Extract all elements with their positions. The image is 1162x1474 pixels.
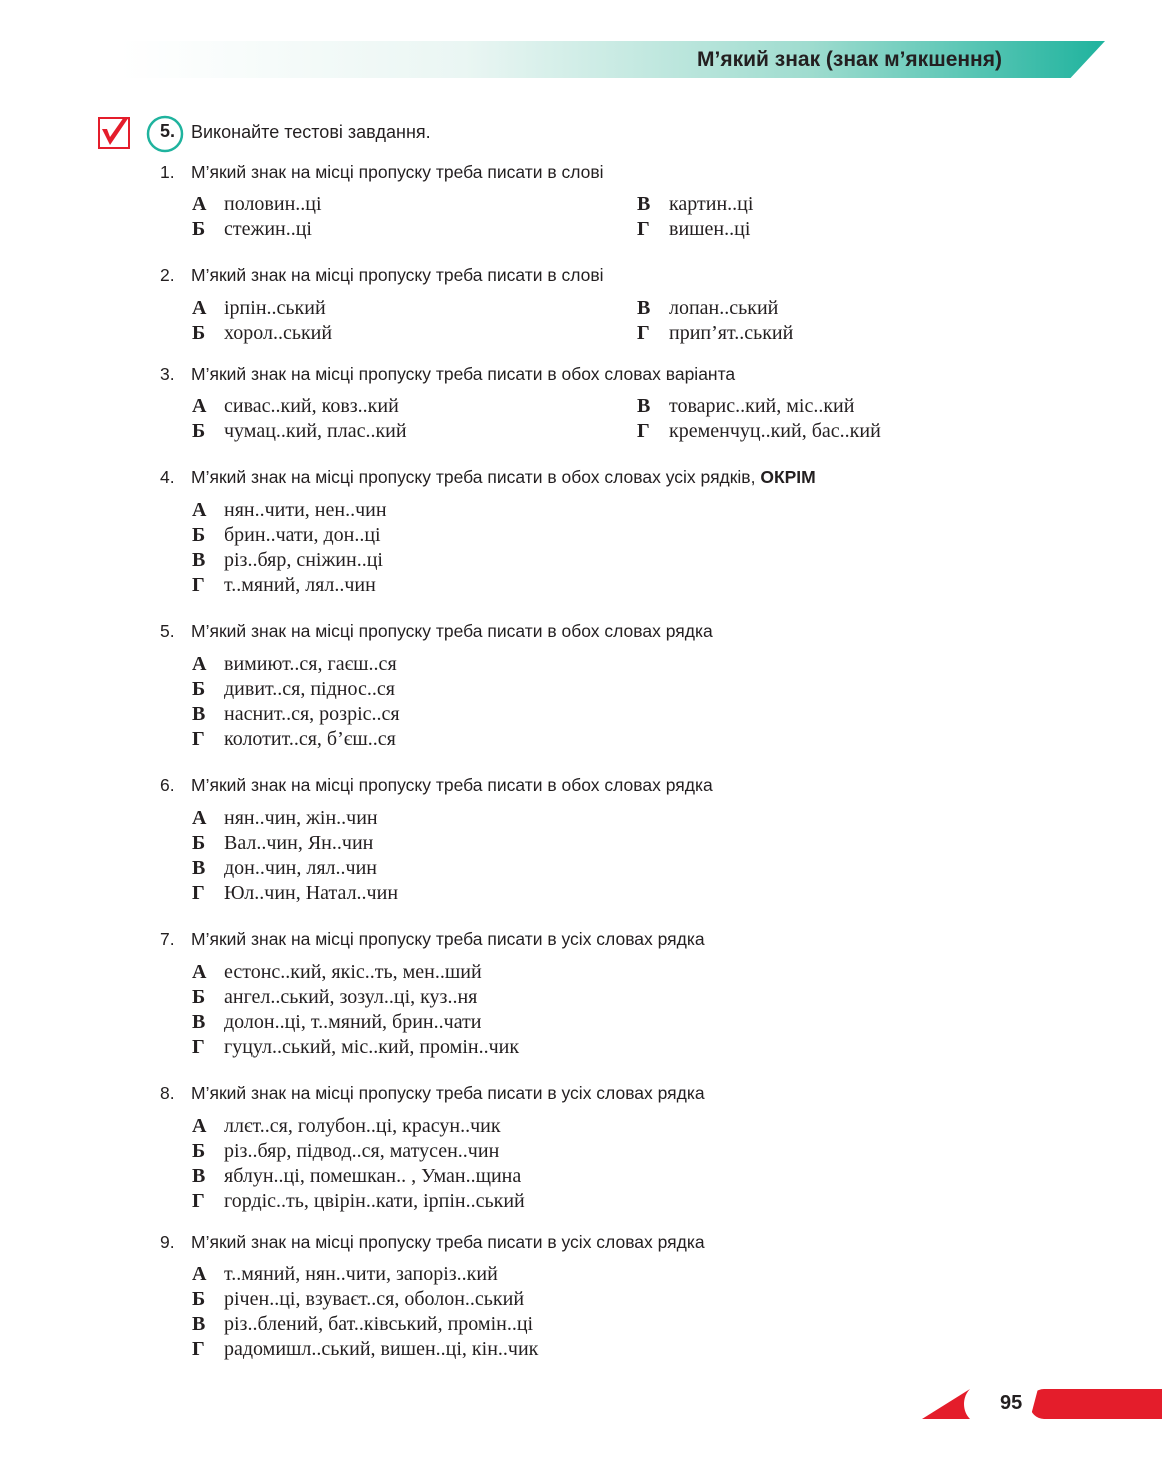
option-c: В товарис..кий, міс..кий [637, 395, 855, 417]
page-title: М’який знак (знак м’якшення) [697, 48, 1002, 71]
checkmark-icon [98, 117, 130, 149]
option-b: Б стежин..ці [192, 218, 312, 240]
option-b: Б ангел..ський, зозул..ці, куз..ня [192, 986, 478, 1008]
option-c: В різ..блений, бат..ківський, промін..ці [192, 1313, 534, 1335]
question-title: 7. М’який знак на місці пропуску треба писати в усіх словах рядка [160, 929, 705, 949]
question-title: 1. М’який знак на місці пропуску треба писати в слові [160, 162, 604, 182]
option-a: А т..мяний, нян..чити, запоріз..кий [192, 1263, 498, 1285]
question-title: 6. М’який знак на місці пропуску треба писати в обох словах рядка [160, 775, 713, 795]
option-a: А сивас..кий, ковз..кий [192, 395, 399, 417]
question-title: 4. М’який знак на місці пропуску треба писати в обох словах усіх рядків, ОКРІМ [160, 467, 816, 487]
option-d: Г кременчуц..кий, бас..кий [637, 420, 881, 442]
option-a: А нян..чин, жін..чин [192, 807, 378, 829]
page-number: 95 [1000, 1392, 1023, 1414]
task-instruction: Виконайте тестові завдання. [191, 122, 431, 142]
option-b: Б різ..бяр, підвод..ся, матусен..чин [192, 1140, 500, 1162]
option-d: Г т..мяний, лял..чин [192, 574, 376, 596]
option-c: В картин..ці [637, 193, 754, 215]
question-title: 9. М’який знак на місці пропуску треба писати в усіх словах рядка [160, 1232, 705, 1252]
option-d: Г вишен..ці [637, 218, 751, 240]
option-a: А естонс..кий, якіс..ть, мен..ший [192, 961, 482, 983]
option-d: Г Юл..чин, Натал..чин [192, 882, 399, 904]
option-c: В дон..чин, лял..чин [192, 857, 377, 879]
option-b: Б Вал..чин, Ян..чин [192, 832, 374, 854]
option-c: В яблун..ці, помешкан.. , Уман..щина [192, 1165, 522, 1187]
question-title: 3. М’який знак на місці пропуску треба писати в обох словах варіанта [160, 364, 736, 384]
option-c: В різ..бяр, сніжин..ці [192, 549, 383, 571]
option-a: А вимиют..ся, гаєш..ся [192, 653, 397, 675]
option-d: Г гордіс..ть, цвірін..кати, ірпін..ський [192, 1190, 525, 1212]
question-title: 8. М’який знак на місці пропуску треба писати в усіх словах рядка [160, 1083, 705, 1103]
footer-left-shape [922, 1389, 970, 1419]
option-b: Б брин..чати, дон..ці [192, 524, 381, 546]
option-c: В лопан..ський [637, 297, 779, 319]
option-b: Б хорол..ський [192, 322, 333, 344]
option-b: Б дивит..ся, піднос..ся [192, 678, 395, 700]
option-c: В долон..ці, т..мяний, брин..чати [192, 1011, 482, 1033]
question-title: 2. М’який знак на місці пропуску треба писати в слові [160, 265, 604, 285]
option-b: Б чумац..кий, плас..кий [192, 420, 407, 442]
option-d: Г радомишл..ський, вишен..ці, кін..чик [192, 1338, 539, 1360]
option-b: Б річен..ці, взуваєт..ся, оболон..ський [192, 1288, 525, 1310]
option-c: В наснит..ся, розріс..ся [192, 703, 400, 725]
option-a: А ірпін..ський [192, 297, 326, 319]
option-a: А ллєт..ся, голубон..ці, красун..чик [192, 1115, 501, 1137]
option-d: Г колотит..ся, б’єш..ся [192, 728, 396, 750]
option-a: А половин..ці [192, 193, 322, 215]
option-a: А нян..чити, нен..чин [192, 499, 387, 521]
option-d: Г гуцул..ський, міс..кий, промін..чик [192, 1036, 520, 1058]
task-number: 5. [160, 121, 176, 141]
question-title: 5. М’який знак на місці пропуску треба писати в обох словах рядка [160, 621, 713, 641]
option-d: Г прип’ят..ський [637, 322, 794, 344]
footer-right-band [1030, 1389, 1162, 1419]
